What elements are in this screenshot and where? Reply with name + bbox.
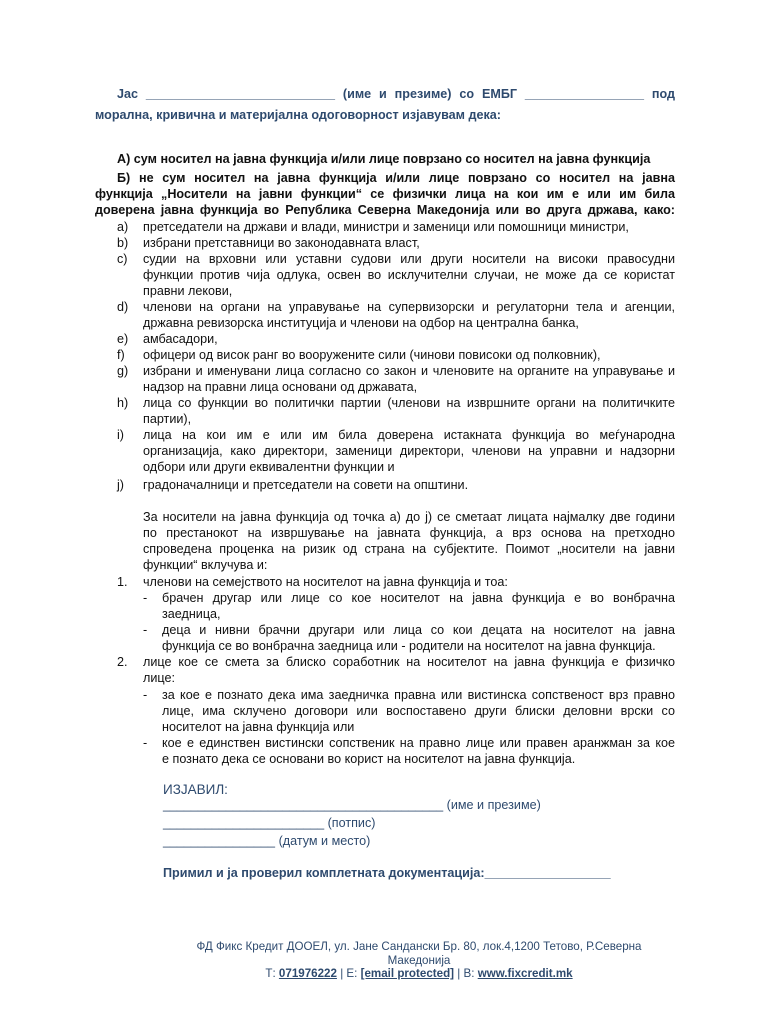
list-marker: g) — [117, 364, 129, 378]
phone-label: Т: — [265, 967, 276, 980]
list-item-line: претседатели на држави и влади, министри и заменици или помошници министри, — [143, 220, 629, 234]
paragraph-line4: функции“ вклучува и: — [143, 558, 268, 572]
numbered-item-2-line2: лице: — [143, 671, 175, 685]
footer-address-line2: Македонија — [387, 953, 451, 967]
list-item-line: офицери од висок ранг во вооружените сили (чинови повисоки од полковник), — [143, 348, 601, 362]
bullet-1-2-line1: деца и нивни брачни другари или лица со кои децата на носителот на јавна — [162, 623, 675, 637]
list-item-line: лица на кои им е или им била доверена истакната функција во меѓународна — [143, 428, 675, 442]
signature-date-line: ________________ (датум и место) — [163, 834, 371, 848]
footer-contacts — [169, 967, 669, 981]
list-marker: j) — [117, 478, 124, 492]
list-marker: d) — [117, 300, 129, 314]
web-separator: | В: — [457, 967, 475, 980]
numbered-item-2-line1: лице кое се смета за блиско соработник на носителот на јавна функција е физичко — [143, 655, 675, 669]
email-link[interactable]: [email protected] — [360, 967, 455, 980]
paragraph-line3: спроведена проценка на ризик од страна на субјектите. Поимот „носители на јавни — [143, 542, 675, 556]
numbered-marker-2: 2. — [117, 655, 128, 669]
list-marker: c) — [117, 252, 128, 266]
declaration-intro-line2: морална, кривична и материјална одоговорност изјавувам дека: — [95, 108, 501, 122]
list-item-line: членови на органи на управување на супервизорски и регулаторни тела и агенции, — [143, 300, 675, 314]
bullet-2-1-line1: за кое е познато дека има заедничка правна или вистинска сопственост врз правно — [162, 688, 675, 702]
bullet-2-2-line2: е познато дека се основани во корист на носителот на јавна функција. — [162, 752, 576, 766]
list-item-line: градоначалници и претседатели на совети на општини. — [143, 478, 469, 492]
bullet-1-2-line2: функција се во вонбрачна заедница или - родители на носителот на јавна функција. — [162, 639, 656, 653]
option-b-line3: доверена јавна функција во Република Северна Македонија или во друга држава, како: — [95, 203, 675, 217]
option-a: А) сум носител на јавна функција и/или лице поврзано со носител на јавна функција — [117, 152, 651, 166]
list-item-line: лица со функции во политички партии (членови на извршните органи на политичките — [143, 396, 675, 410]
list-item-line: организација, како директори, заменици директори, членови на управни и надзорни — [143, 444, 675, 458]
bullet-marker: - — [143, 736, 148, 750]
list-item-line: партии), — [143, 412, 192, 426]
email-separator: | Е: — [340, 967, 358, 980]
list-marker: h) — [117, 396, 129, 410]
signature-heading: ИЗЈАВИЛ: — [163, 782, 228, 797]
signature-name-line: ________________________________________ (име и презиме) — [163, 798, 541, 812]
bullet-marker: - — [143, 688, 148, 702]
bullet-marker: - — [143, 591, 148, 605]
received-line: Примил и ја проверил комплетната документација:__________________ — [163, 866, 611, 880]
list-item-line: избрани и именувани лица согласно со закон и членовите на органите на управување и — [143, 364, 675, 378]
list-marker: b) — [117, 236, 129, 250]
signature-sign-line: _______________________ (потпис) — [163, 816, 376, 830]
bullet-2-1-line2: лице, има склучено договори или воспоставено други блиски деловни врски со — [162, 704, 675, 718]
bullet-1-1-line1: брачен другар или лице со кое носителот на јавна функција е во вонбрачна — [162, 591, 675, 605]
website-link[interactable]: www.fixcredit.mk — [477, 967, 573, 980]
numbered-marker-1: 1. — [117, 575, 128, 589]
numbered-item-1: членови на семејството на носителот на јавна функција и тоа: — [143, 575, 508, 589]
list-item-line: амбасадори, — [143, 332, 218, 346]
list-marker: e) — [117, 332, 129, 346]
list-item-line: избрани претставници во законодавната власт, — [143, 236, 420, 250]
paragraph-line2: по престанокот на извршување на јавната функција, а врз основа на претходно — [143, 526, 675, 540]
phone-link[interactable]: 071976222 — [278, 967, 337, 980]
footer — [0, 940, 768, 981]
list-item-line: правни лекови, — [143, 284, 233, 298]
footer-address-line1: ФД Фикс Кредит ДООЕЛ, ул. Јане Сандански Бр. 80, лок.4,1200 Тетово, Р.Северна — [196, 940, 642, 953]
paragraph-line1: За носители на јавна функција од точка а) до ј) се сметаат лицата најмалку две години — [143, 510, 675, 524]
list-marker: f) — [117, 348, 125, 362]
bullet-1-1-line2: заедница, — [162, 607, 221, 621]
list-item-line: одбори или други еквивалентни функции и — [143, 460, 395, 474]
bullet-marker: - — [143, 623, 148, 637]
list-item-line: судии на врховни или уставни судови или други носители на високи правосудни — [143, 252, 675, 266]
option-b-line2: функција „Носители на јавни функции“ се физички лица на кои им е или им била — [95, 187, 675, 201]
list-marker: a) — [117, 220, 129, 234]
list-item-line: државна ревизорска институција и членови на одбор на централна банка, — [143, 316, 579, 330]
list-marker: i) — [117, 428, 124, 442]
bullet-2-2-line1: кое е единствен вистински сопственик на правно лице или правен аранжман за кое — [162, 736, 675, 750]
option-b-line1: Б) не сум носител на јавна функција и/или лице поврзано со носител на јавна — [117, 171, 675, 185]
list-item-line: надзор на правни лица основани од државата, — [143, 380, 418, 394]
declaration-intro-line1: Јас ___________________________ (име и презиме) со ЕМБГ _________________ под — [117, 87, 675, 101]
list-item-line: функции против чија одлука, освен во исклучителни случаи, не може да се користат — [143, 268, 675, 282]
bullet-2-1-line3: носителот на јавна функција или — [162, 720, 355, 734]
